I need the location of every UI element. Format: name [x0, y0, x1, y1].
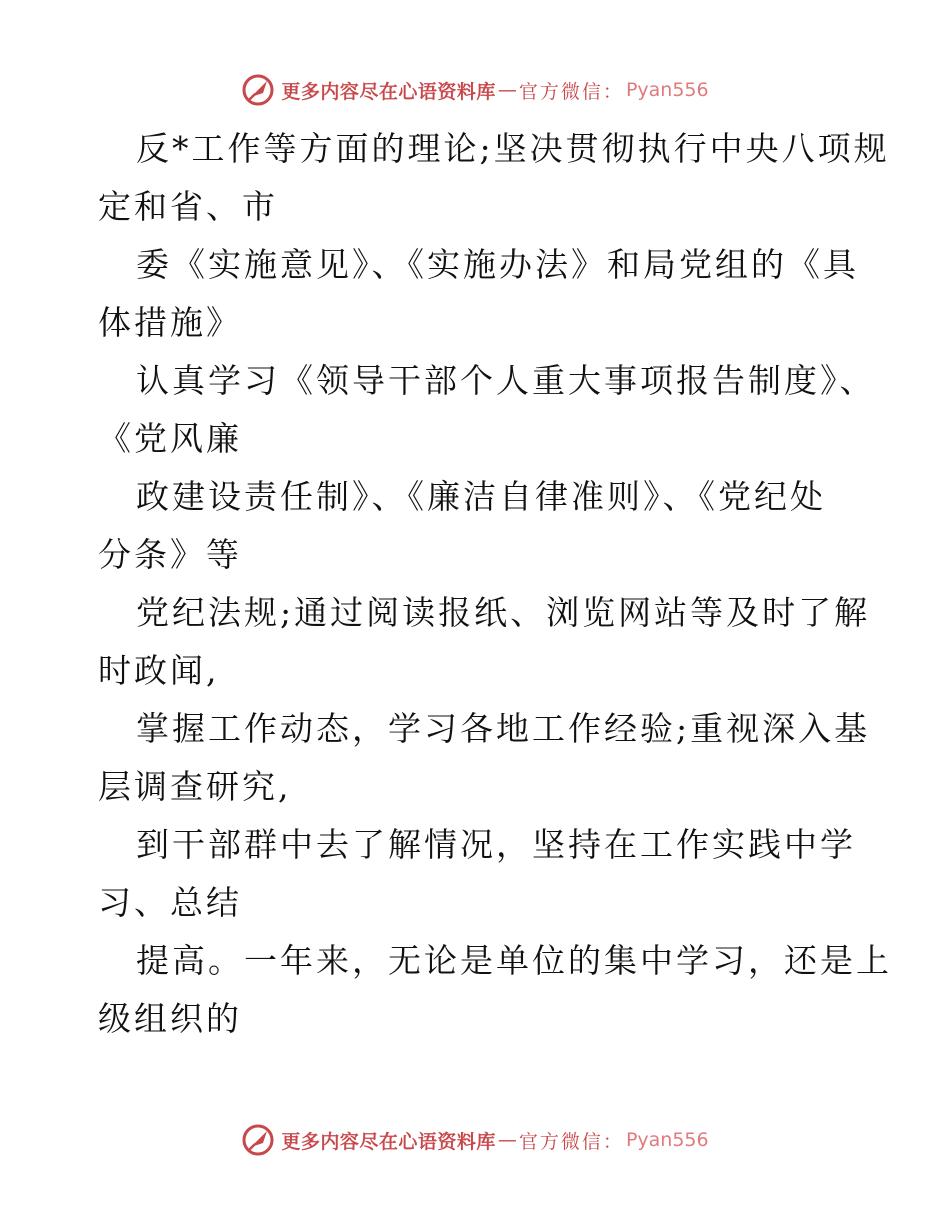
body-line: 到干部群中去了解情况，坚持在工作实践中学: [136, 825, 856, 864]
body-line: 政建设责任制》、《廉洁自律准则》、《党纪处: [136, 477, 826, 516]
body-line: 委《实施意见》、《实施办法》和局党组的《具: [136, 245, 859, 284]
body-line: 时政闻,: [98, 651, 220, 690]
body-line: 定和省、市: [98, 187, 278, 226]
body-line: 提高。一年来，无论是单位的集中学习，还是上: [136, 941, 892, 980]
body-line: 分条》等: [98, 535, 242, 574]
header-wechat-label: 官方微信：: [518, 80, 624, 103]
quill-logo-icon: [241, 1123, 275, 1157]
footer-wechat-label: 官方微信：: [518, 1130, 624, 1153]
body-line: 体措施》: [98, 303, 242, 342]
footer-dash: —: [497, 1129, 517, 1151]
header-dash: —: [497, 79, 517, 101]
body-line: 反*工作等方面的理论;坚决贯彻执行中央八项规: [136, 129, 890, 168]
footer-brand-text: 更多内容尽在心语资料库: [281, 1130, 496, 1153]
body-line: 认真学习《领导干部个人重大事项报告制度》、: [136, 361, 876, 400]
quill-logo-icon: [241, 73, 275, 107]
body-line: 掌握工作动态，学习各地工作经验;重视深入基: [136, 709, 871, 748]
body-line: 《党风廉: [98, 419, 242, 458]
header-brand-text: 更多内容尽在心语资料库: [281, 80, 496, 103]
document-body: [98, 120, 892, 1048]
footer-wechat-id: Pyan556: [625, 1129, 709, 1151]
body-line: 级组织的: [98, 999, 242, 1038]
header-banner: [0, 70, 950, 110]
body-line: 习、总结: [98, 883, 242, 922]
body-line: 党纪法规;通过阅读报纸、浏览网站等及时了解: [136, 593, 871, 632]
body-line: 层调查研究,: [98, 767, 292, 806]
header-wechat-id: Pyan556: [625, 79, 709, 101]
footer-banner: [0, 1120, 950, 1160]
